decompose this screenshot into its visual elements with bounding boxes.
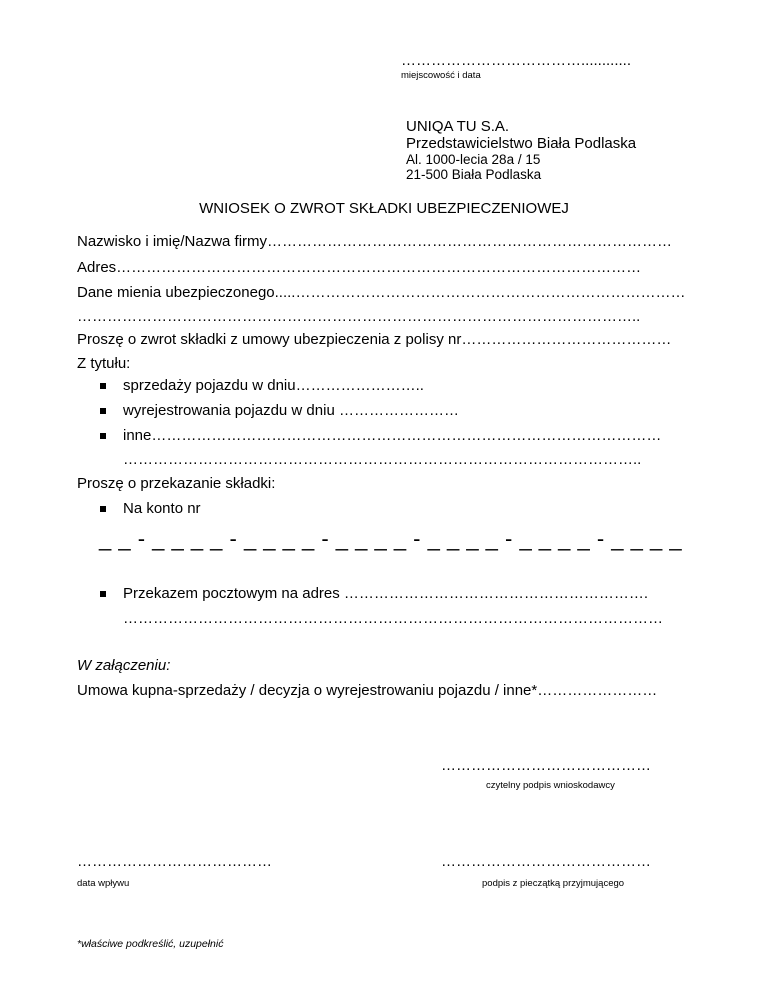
account-option[interactable]: Na konto nr bbox=[123, 500, 201, 517]
recipient-branch: Przedstawicielstwo Biała Podlaska bbox=[406, 135, 637, 152]
property-field-continued[interactable]: ………………………………………………………………………………………………….. bbox=[77, 308, 641, 325]
postal-address-continued[interactable]: ……………………………………………………………………………………………… bbox=[123, 610, 663, 627]
policy-number-field[interactable]: Proszę o zwrot składki z umowy ubezpieczenia z polisy nr…………………………………… bbox=[77, 331, 672, 348]
receiver-signature-line[interactable]: …………………………………… bbox=[441, 853, 651, 870]
bullet-icon bbox=[100, 408, 106, 414]
applicant-signature-line[interactable]: …………………………………… bbox=[441, 757, 651, 774]
account-number-field[interactable]: _ _ - _ _ _ _ - _ _ _ _ - _ _ _ _ - _ _ _ _ - _ _ _ _ - _ _ _ _ bbox=[99, 526, 683, 551]
reason-deregistration[interactable]: wyrejestrowania pojazdu w dniu …………………… bbox=[123, 402, 459, 419]
receiver-signature-label: podpis z pieczątką przyjmującego bbox=[482, 878, 625, 889]
bullet-icon bbox=[100, 506, 106, 512]
recipient-city: 21-500 Biała Podlaska bbox=[406, 167, 542, 182]
address-field[interactable]: Adres…………………………………………………………………………………………… bbox=[77, 259, 642, 276]
name-field[interactable]: Nazwisko i imię/Nazwa firmy……………………………………………………………………… bbox=[77, 233, 673, 250]
document-title: WNIOSEK O ZWROT SKŁADKI UBEZPIECZENIOWEJ bbox=[199, 200, 569, 217]
bullet-icon bbox=[100, 591, 106, 597]
place-date-line: ………………………………............ bbox=[401, 52, 632, 69]
recipient-company: UNIQA TU S.A. bbox=[406, 118, 510, 135]
transfer-label: Proszę o przekazanie składki: bbox=[77, 475, 276, 492]
reason-other[interactable]: inne………………………………………………………………………………………… bbox=[123, 427, 662, 444]
reason-sale[interactable]: sprzedaży pojazdu w dniu…………………….. bbox=[123, 377, 424, 394]
property-field[interactable]: Dane mienia ubezpieczonego.....…………………………………………………………………… bbox=[77, 284, 686, 301]
recipient-street: Al. 1000-lecia 28a / 15 bbox=[406, 152, 541, 167]
bullet-icon bbox=[100, 383, 106, 389]
received-date-label: data wpływu bbox=[77, 878, 130, 889]
reason-other-continued[interactable]: ………………………………………………………………………………………….. bbox=[123, 451, 642, 468]
attachments-label: W załączeniu: bbox=[77, 657, 171, 674]
attachments-field[interactable]: Umowa kupna-sprzedaży / decyzja o wyrejestrowaniu pojazdu / inne*…………………… bbox=[77, 682, 658, 699]
place-date-label: miejscowość i data bbox=[401, 70, 481, 81]
postal-option[interactable]: Przekazem pocztowym na adres ……………………………………………………. bbox=[123, 585, 649, 602]
footnote: *właściwe podkreślić, uzupełnić bbox=[77, 938, 224, 950]
received-date-line[interactable]: ………………………………… bbox=[77, 853, 272, 870]
bullet-icon bbox=[100, 433, 106, 439]
applicant-signature-label: czytelny podpis wnioskodawcy bbox=[486, 780, 615, 791]
reason-label: Z tytułu: bbox=[77, 355, 131, 372]
